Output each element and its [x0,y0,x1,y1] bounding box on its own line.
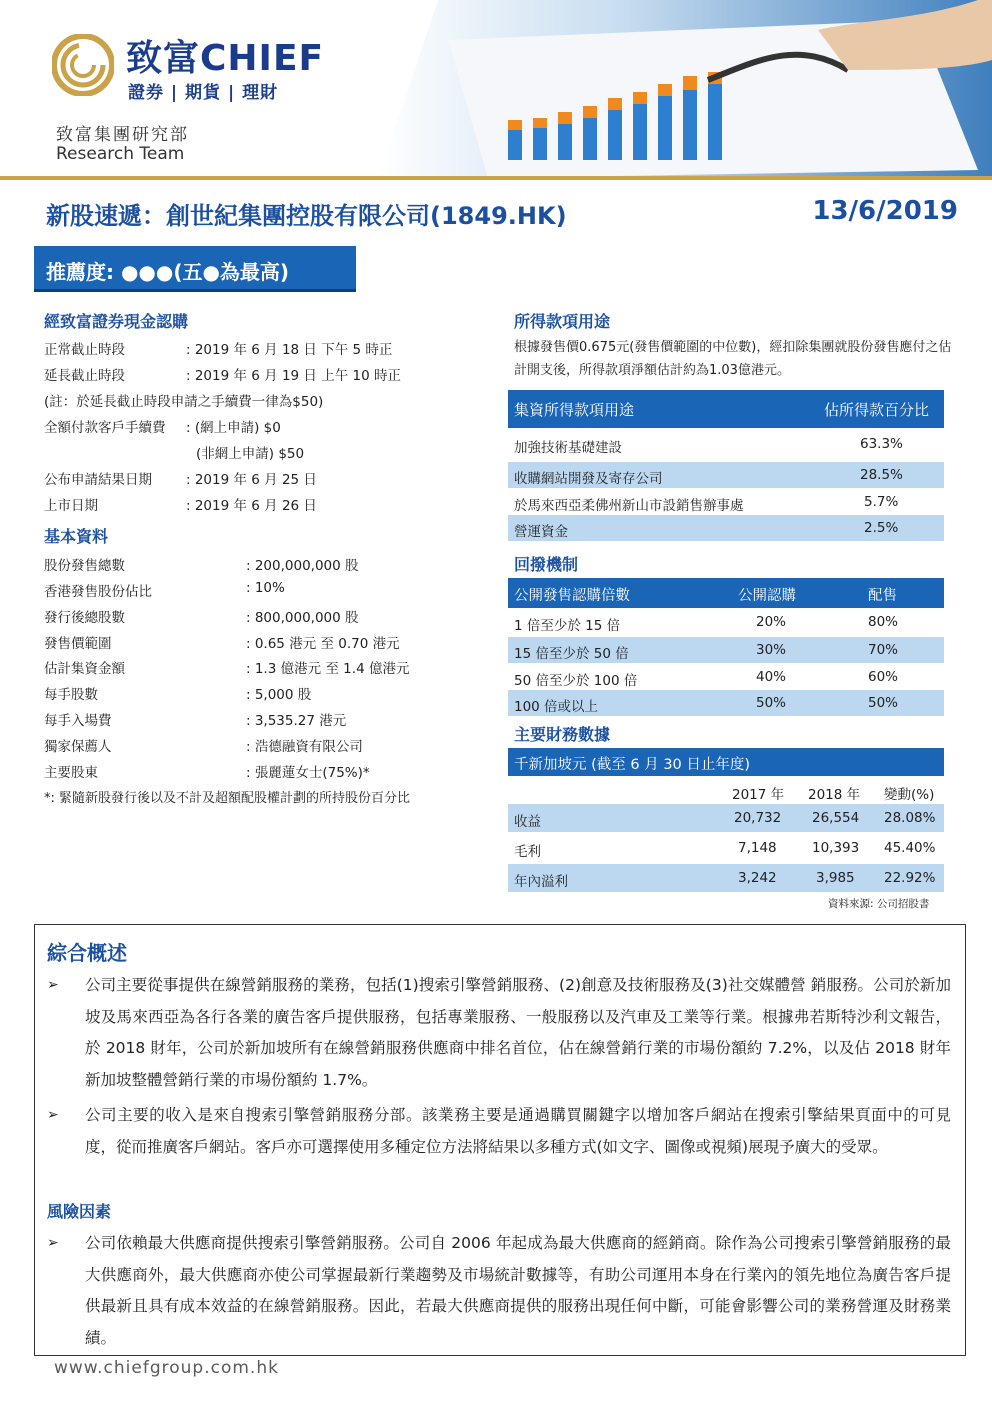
summary-paragraph: 公司主要從事提供在線營銷服務的業務，包括(1)搜索引擎營銷服務、(2)創意及技術服務及(3)社交媒體營 銷服務。公司於新加坡及馬來西亞為各行各業的廣告客戶提供服務，包括專業服務、一般服務以及汽車及工業等行業。根據弗若斯特沙利文報告，於 2018 財年，公司於新加坡所有在線營銷服務供應商中排名首位，佔在線營銷行業的市場份額約 7.2%，以及佔 2018 財年新加坡整體營銷行業的市場份額約 1.7%。 [85,976,951,1089]
financials-row: 年內溢利 3,242 3,985 22.92% [508,864,944,892]
financials-unit-header: 千新加坡元 (截至 6 月 30 日止年度) [508,748,944,776]
rating-badge: 推薦度: ●●●(五●為最高) [34,246,356,292]
financials-col-header: 2017 年 2018 年 變動(%) [732,787,935,803]
clawback-row: 100 倍或以上 50% 50% [508,690,944,716]
basic-info-heading: 基本資料 [44,527,109,546]
subscription-row: (註：於延長截止時段申請之手續費一律為$50) [44,394,324,410]
subscription-heading: 經致富證券現金認購 [44,312,189,331]
clawback-row: 50 倍至少於 100 倍 40% 60% [514,669,899,689]
logo-text: 致富CHIEF [126,38,325,79]
bullet-icon: ➢ [47,1107,59,1123]
summary-heading: 綜合概述 [47,941,127,965]
basic-info-footnote: *: 緊隨新股發行後以及不計及超額配股權計劃的所持股份百分比 [44,791,411,806]
clawback-row: 15 倍至少於 50 倍 30% 70% [508,637,944,663]
subscription-row: 公布申請結果日期 : 2019 年 6 月 25 日 [44,472,317,488]
proceeds-row: 收購網站開發及寄存公司 28.5% [508,462,944,488]
report-date: 13/6/2019 [812,196,958,226]
clawback-heading: 回撥機制 [514,555,579,574]
clawback-table-header: 公開發售認購倍數 公開認購 配售 [508,578,944,608]
bullet-icon: ➢ [47,1235,59,1251]
summary-box [34,924,966,1356]
footer-website[interactable]: www.chiefgroup.com.hk [54,1358,279,1378]
proceeds-row: 加強技術基礎建設 63.3% [514,436,903,456]
financials-row: 收益 20,732 26,554 28.08% [508,804,944,832]
dept-name-en: Research Team [56,144,185,164]
proceeds-heading: 所得款項用途 [514,312,611,331]
summary-paragraph: 公司主要的收入是來自搜索引擎營銷服務分部。該業務主要是通過購買關鍵字以增加客戶網站在搜索引擎結果頁面中的可見度，從而推廣客戶網站。客戶亦可選擇使用多種定位方法將結果以多種方式(如文字、圖像或視頻)展現予廣大的受眾。 [85,1106,951,1156]
basic-info-row: 主要股東 : 張麗蓮女士(75%)* [44,765,370,781]
subscription-row: 上市日期 : 2019 年 6 月 26 日 [44,498,317,514]
basic-info-row: 每手入場費 : 3,535.27 港元 [44,713,347,729]
proceeds-row: 營運資金 2.5% [508,515,944,541]
proceeds-row: 於馬來西亞柔佛州新山市設銷售辦事處 5.7% [514,494,899,514]
risk-paragraph: 公司依賴最大供應商提供搜索引擎營銷服務。公司自 2006 年起成為最大供應商的經銷商。除作為公司搜索引擎營銷服務的最大供應商外，最大供應商亦使公司掌握最新行業趨勢及市場統計數據等，有助公司運用本身在行業內的領先地位為廣告客戶提供最新且具有成本效益的在線營銷服務。因此，若最大供應商提供的服務出現任何中斷，可能會影響公司的業務營運及財務業績。 [85,1234,951,1347]
basic-info-row: 香港發售股份佔比 : 10% [44,580,285,600]
header-divider [0,176,992,180]
clawback-row: 1 倍至少於 15 倍 20% 80% [514,614,899,634]
financials-source: 資料來源: 公司招股書 [828,898,930,910]
basic-info-row: 發行後總股數 : 800,000,000 股 [44,610,359,626]
dept-name-cn: 致富集團研究部 [56,125,189,145]
chief-logo-icon [52,34,114,96]
subscription-row: 正常截止時段 : 2019 年 6 月 18 日 下午 5 時正 [44,342,393,358]
proceeds-table-header: 集資所得款項用途 佔所得款百分比 [508,390,944,428]
basic-info-row: 估計集資金額 : 1.3 億港元 至 1.4 億港元 [44,661,410,677]
financials-row: 毛利 7,148 10,393 45.40% [514,840,936,860]
proceeds-intro: 根據發售價0.675元(發售價範圍的中位數)，經扣除集團就股份發售應付之估計開支後，所得款項淨額估計約為1.03億港元。 [514,340,952,378]
bullet-icon: ➢ [47,977,59,993]
risk-heading: 風險因素 [47,1202,112,1221]
subscription-row: 全額付款客戶手續費 : (網上申請) $0 [44,420,281,436]
page-title: 新股速遞：創世紀集團控股有限公司(1849.HK) [46,202,567,230]
page-header [0,0,992,180]
financials-heading: 主要財務數據 [514,725,611,744]
header-chart-image [378,0,992,178]
basic-info-row: 每手股數 : 5,000 股 [44,687,312,703]
subscription-row: 延長截止時段 : 2019 年 6 月 19 日 上午 10 時正 [44,368,401,384]
logo-subtitle: 證券 | 期貨 | 理財 [128,83,279,103]
basic-info-row: 獨家保薦人 : 浩德融資有限公司 [44,739,363,755]
basic-info-row: 發售價範圍 : 0.65 港元 至 0.70 港元 [44,636,400,652]
basic-info-row: 股份發售總數 : 200,000,000 股 [44,558,359,574]
